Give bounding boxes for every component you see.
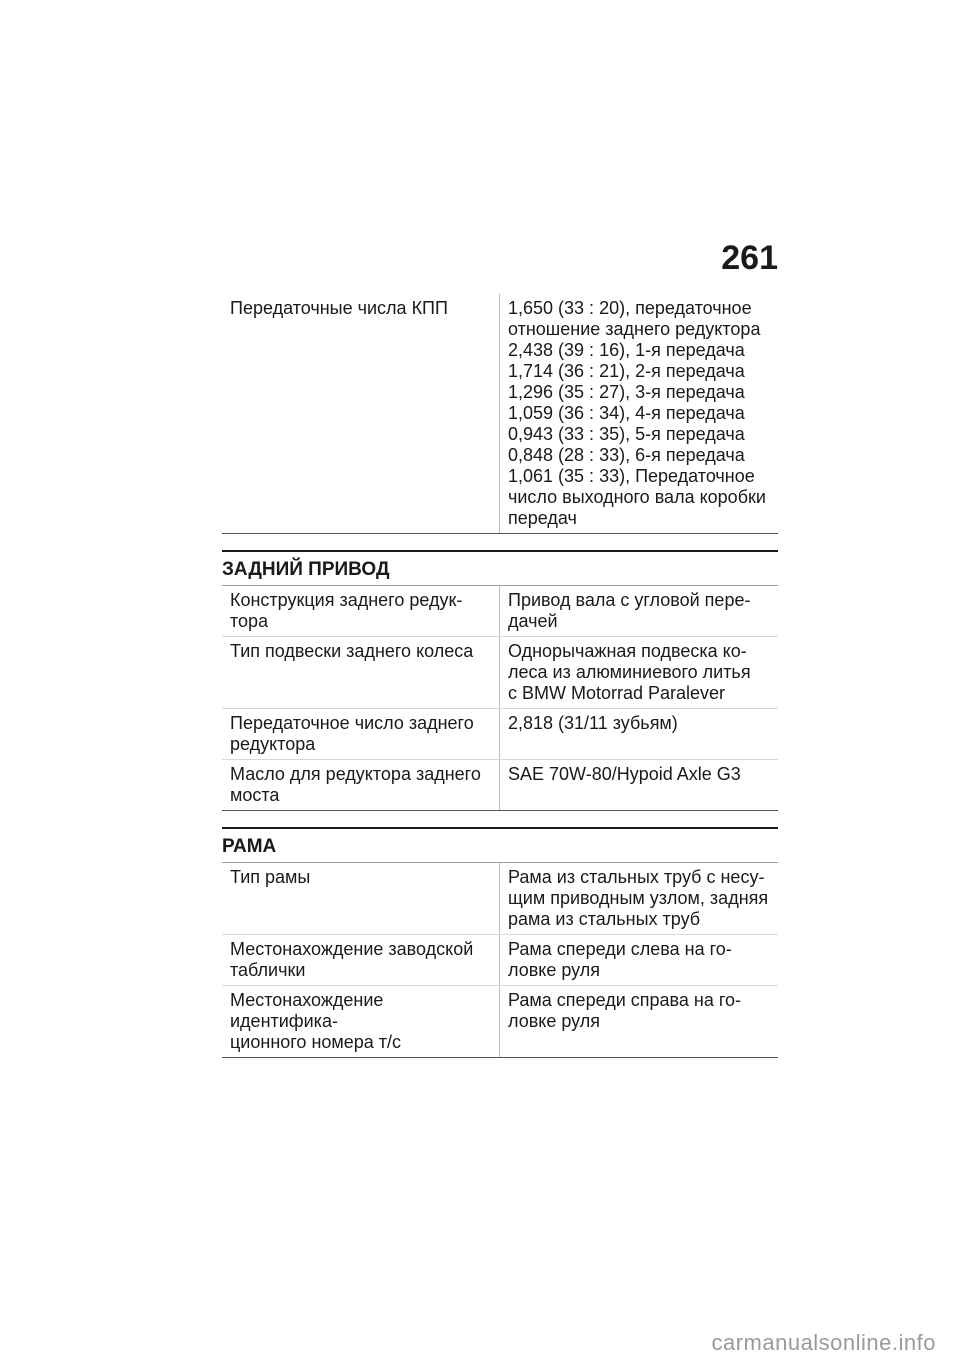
- value-line: SAE 70W-80/Hypoid Axle G3: [508, 764, 741, 784]
- row-value: [500, 709, 779, 760]
- label-line: Передаточное число заднего: [230, 713, 474, 733]
- label-line: редуктора: [230, 734, 316, 754]
- value-line: Однорычажная подвеска ко-: [508, 641, 747, 661]
- gearbox-ratios-value: [500, 294, 779, 534]
- table-row: [222, 294, 778, 534]
- row-label: [222, 986, 500, 1058]
- value-line: с BMW Motorrad Paralever: [508, 683, 726, 703]
- row-label: [222, 586, 500, 637]
- value-line: число выходного вала коробки: [508, 487, 766, 507]
- value-line: передач: [508, 508, 577, 528]
- value-line: 1,650 (33 : 20), передаточное: [508, 298, 752, 318]
- row-label: [222, 760, 500, 811]
- label-line: Местонахождение заводской: [230, 939, 474, 959]
- value-line: Привод вала с угловой пере-: [508, 590, 751, 610]
- table-row: [222, 935, 778, 986]
- row-value: [500, 863, 779, 935]
- value-line: 2,818 (31/11 зубьям): [508, 713, 678, 733]
- value-line: ловке руля: [508, 1011, 601, 1031]
- value-line: 1,061 (35 : 33), Передаточное: [508, 466, 755, 486]
- watermark: carmanualsonline.info: [711, 1330, 936, 1355]
- table-row: [222, 637, 778, 709]
- label-line: Конструкция заднего редук-: [230, 590, 463, 610]
- gearbox-ratios-label: Передаточные числа КПП: [222, 294, 500, 534]
- row-value: [500, 586, 779, 637]
- value-line: отношение заднего редуктора: [508, 319, 761, 339]
- value-line: 0,943 (33 : 35), 5-я передача: [508, 424, 745, 444]
- label-line: тора: [230, 611, 269, 631]
- row-value: [500, 637, 779, 709]
- page-number: 261: [721, 239, 778, 277]
- rear-drive-table: [222, 586, 778, 811]
- row-value: [500, 935, 779, 986]
- label-line: Тип подвески заднего колеса: [230, 641, 474, 661]
- row-label: [222, 935, 500, 986]
- row-value: [500, 760, 779, 811]
- value-line: 2,438 (39 : 16), 1-я передача: [508, 340, 745, 360]
- rear-drive-heading: ЗАДНИЙ ПРИВОД: [222, 550, 778, 586]
- value-line: Рама спереди слева на го-: [508, 939, 732, 959]
- value-line: Рама спереди справа на го-: [508, 990, 742, 1010]
- gearbox-table: [222, 294, 778, 534]
- row-label: [222, 709, 500, 760]
- frame-table: [222, 863, 778, 1058]
- row-value: [500, 986, 779, 1058]
- value-line: щим приводным узлом, задняя: [508, 888, 769, 908]
- table-row: [222, 709, 778, 760]
- value-line: леса из алюминиевого литья: [508, 662, 751, 682]
- label-line: таблички: [230, 960, 306, 980]
- value-line: 1,714 (36 : 21), 2-я передача: [508, 361, 745, 381]
- label-line: Масло для редуктора заднего: [230, 764, 481, 784]
- row-label: [222, 637, 500, 709]
- label-line: Местонахождение идентифика-: [230, 990, 384, 1031]
- table-row: [222, 986, 778, 1058]
- table-row: [222, 863, 778, 935]
- label-line: моста: [230, 785, 280, 805]
- value-line: 1,296 (35 : 27), 3-я передача: [508, 382, 745, 402]
- value-line: Рама из стальных труб с несу-: [508, 867, 765, 887]
- table-row: [222, 586, 778, 637]
- value-line: рама из стальных труб: [508, 909, 701, 929]
- value-line: ловке руля: [508, 960, 601, 980]
- value-line: дачей: [508, 611, 558, 631]
- spec-content: [222, 294, 778, 1058]
- value-line: 1,059 (36 : 34), 4-я передача: [508, 403, 745, 423]
- value-line: 0,848 (28 : 33), 6-я передача: [508, 445, 745, 465]
- label-line: ционного номера т/с: [230, 1032, 402, 1052]
- table-row: [222, 760, 778, 811]
- frame-heading: РАМА: [222, 827, 778, 863]
- row-label: [222, 863, 500, 935]
- label-line: Тип рамы: [230, 867, 311, 887]
